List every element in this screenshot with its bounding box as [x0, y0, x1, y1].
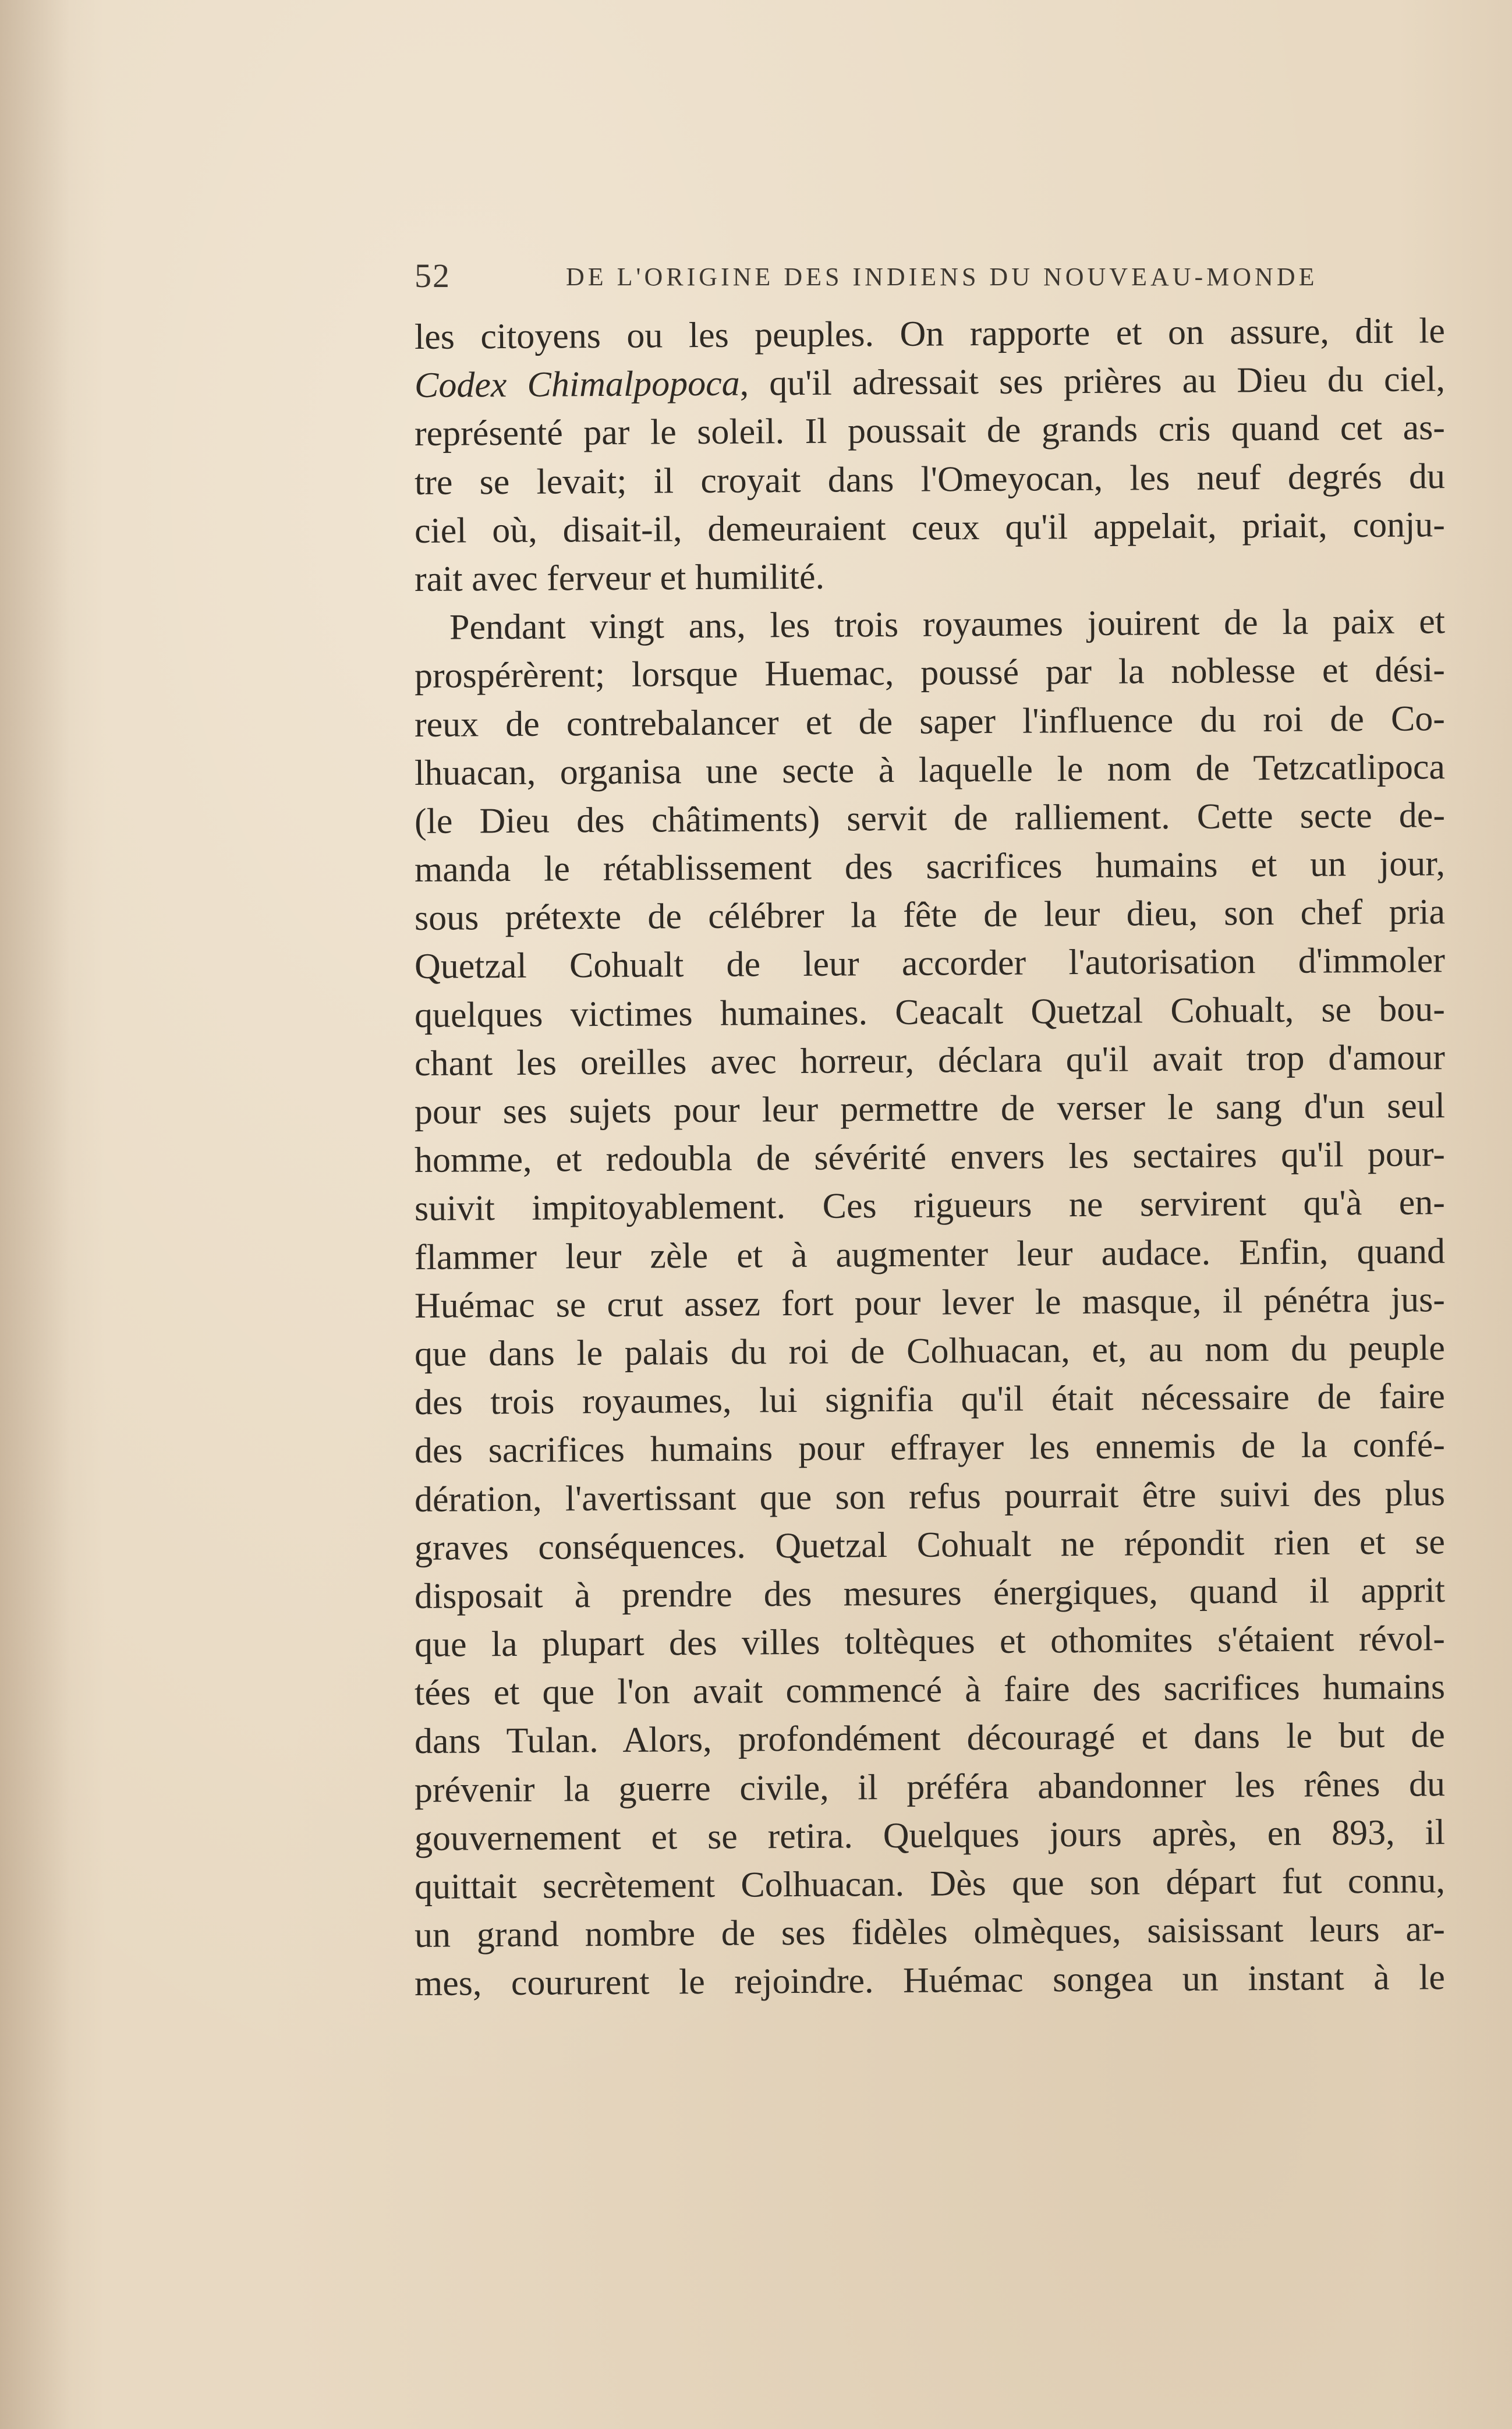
text-line: (le Dieu des châtiments) servit de ralliement. Cette secte de- [414, 795, 1446, 841]
text-line: que la plupart des villes toltèques et othomites s'étaient révol- [414, 1619, 1446, 1665]
text-line: des trois royaumes, lui signifia qu'il était nécessaire de faire [414, 1376, 1446, 1423]
text-line: pour ses sujets pour leur permettre de verser le sang d'un seul [414, 1086, 1446, 1132]
text-line: que dans le palais du roi de Colhuacan, et, au nom du peuple [414, 1328, 1446, 1374]
text-line: suivit impitoyablement. Ces rigueurs ne servirent qu'à en- [414, 1182, 1446, 1229]
text-line: tre se levait; il croyait dans l'Omeyocan, les neuf degrés du [414, 456, 1446, 502]
text-line: Pendant vingt ans, les trois royaumes jouirent de la paix et [449, 601, 1446, 647]
text-line: chant les oreilles avec horreur, déclara qu'il avait trop d'amour [414, 1038, 1446, 1084]
text-line: lhuacan, organisa une secte à laquelle le nom de Tetzcatlipoca [414, 746, 1446, 793]
text-line: homme, et redoubla de sévérité envers les sectaires qu'il pour- [414, 1134, 1446, 1181]
text-line: Huémac se crut assez fort pour lever le masque, il pénétra jus- [414, 1279, 1446, 1326]
text-line: des sacrifices humains pour effrayer les ennemis de la confé- [414, 1425, 1446, 1471]
text-line: Quetzal Cohualt de leur accorder l'autorisation d'immoler [414, 940, 1446, 987]
text-line: quittait secrètement Colhuacan. Dès que son départ fut connu, [414, 1861, 1446, 1907]
text-line: tées et que l'on avait commencé à faire des sacrifices humains [414, 1667, 1446, 1713]
text-line: gouvernement et se retira. Quelques jours après, en 893, il [414, 1812, 1446, 1858]
text-line: prévenir la guerre civile, il préféra abandonner les rênes du [414, 1764, 1446, 1810]
running-head: DE L'ORIGINE DES INDIENS DU NOUVEAU-MONDE [566, 263, 1318, 291]
page-number: 52 [415, 257, 451, 295]
text-line: manda le rétablissement des sacrifices humains et un jour, [414, 844, 1446, 890]
binding-shadow [0, 0, 70, 2429]
text-line: prospérèrent; lorsque Huemac, poussé par la noblesse et dési- [414, 650, 1446, 696]
text-line: rait avec ferveur et humilité. [414, 557, 825, 599]
book-title: Codex Chimalpopoca [414, 363, 740, 406]
text-line: sous prétexte de célébrer la fête de leur dieu, son chef pria [414, 892, 1446, 939]
text-line: reux de contrebalancer et de saper l'influence du roi de Co- [414, 698, 1446, 745]
text-line: ciel où, disait-il, demeuraient ceux qu'il appelait, priait, conju- [414, 504, 1446, 551]
page-header [415, 256, 1445, 303]
text-line: Codex Chimalpopoca, qu'il adressait ses prières au Dieu du ciel, [414, 359, 1446, 406]
text-line: dération, l'avertissant que son refus pourrait être suivi des plus [414, 1473, 1446, 1520]
text-line: dans Tulan. Alors, profondément découragé et dans le but de [414, 1715, 1446, 1762]
text-line: quelques victimes humaines. Ceacalt Quetzal Cohualt, se bou- [414, 989, 1446, 1035]
text-line: un grand nombre de ses fidèles olmèques, saisissant leurs ar- [414, 1909, 1446, 1956]
text-line: disposait à prendre des mesures énergiques, quand il apprit [414, 1570, 1446, 1616]
text-line: représenté par le soleil. Il poussait de grands cris quand cet as- [414, 408, 1446, 454]
text-line: flammer leur zèle et à augmenter leur audace. Enfin, quand [414, 1231, 1446, 1277]
text-line: les citoyens ou les peuples. On rapporte et on assure, dit le [414, 311, 1446, 357]
text-line: graves conséquences. Quetzal Cohualt ne répondit rien et se [414, 1521, 1446, 1568]
body-text [415, 313, 1445, 2009]
text-line: mes, coururent le rejoindre. Huémac songea un instant à le [414, 1957, 1446, 2004]
